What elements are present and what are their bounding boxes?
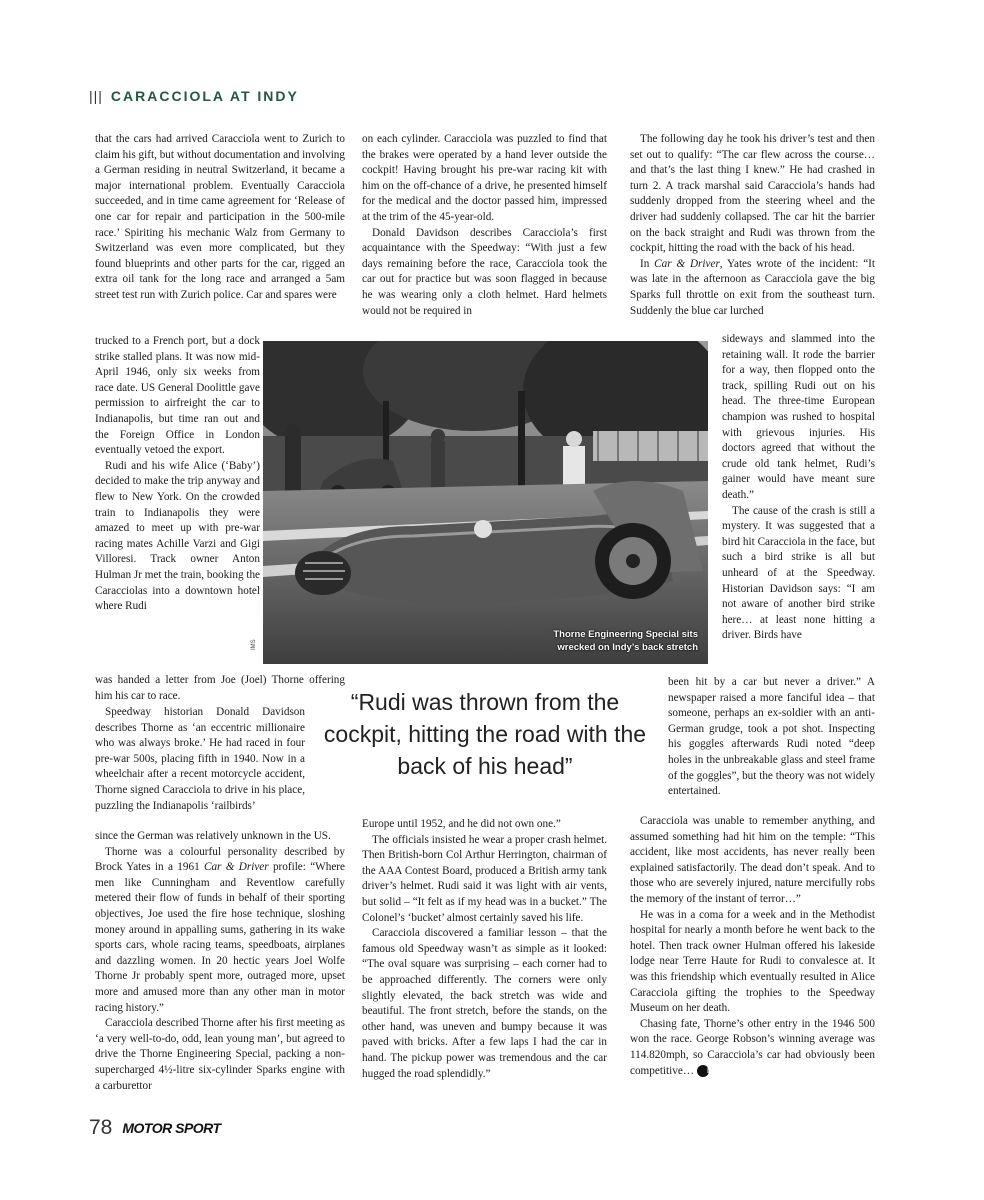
column-3-bottom: [630, 814, 875, 1079]
paragraph: He was in a coma for a week and in the Methodist hospital for nearly a month before he went back to the hotel. Then track owner Hulman offered his lakeside lodge near Terre Haute for Rudi to convalesce at. It was this friendship which eventually resulted in Alice Caracciola gifting the trophies to the Speedway Museum on her death.: [630, 908, 875, 1015]
page-number: 78: [89, 1116, 113, 1139]
caption-line: wrecked on Indy’s back stretch: [557, 642, 698, 653]
photo-illustration: [263, 341, 708, 664]
paragraph: been hit by a car but never a driver.” A newspaper raised a more fanciful idea – that someone, perhaps an ex-soldier with an anti-German grudge, took a pot shot. Inspecting his goggles afterwards Rudi noted “deep holes in the unbreakable glass and steel frame of the goggles”, but the theory was not widely entertained.: [668, 676, 875, 798]
column-3-top: [630, 132, 875, 319]
paragraph: was handed a letter from Joe (Joel) Thorne offering him his car to race.: [95, 674, 345, 702]
page-footer: [89, 1116, 221, 1140]
paragraph: [630, 257, 875, 319]
paragraph: trucked to a French port, but a dock strike stalled plans. It was now mid-April 1946, only six weeks from race date. US General Doolittle gave permission to airfreight the car to Indianapolis, but time ran out and the Foreign Office in London eventually vetoed the export.: [95, 335, 260, 457]
paragraph: Caracciola was unable to remember anything, and assumed something had hit him on the temple: “This accident, like most accidents, has never really been explained satisfactorily. The dead don’t speak. And to those who are severely injured, nature mercifully robs the memory of the instant of terror…”: [630, 815, 875, 905]
paragraph: Caracciola discovered a familiar lesson – that the famous old Speedway wasn’t as simple as it looked: “The oval square was surprising – each corner had to be approached differently. The corners were only slightly elevated, the back stretch was wide and beautiful. The front stretch, before the stands, on the other hand, was uneven and bumpy because it was paved with bricks. After a few laps I had the car in hand. The pickup power was tremendous and the car hugged the road splendidly.”: [362, 927, 607, 1080]
magazine-logo: MOTOR SPORT: [122, 1120, 221, 1136]
paragraph: The officials insisted he wear a proper crash helmet. Then British-born Col Arthur Herrington, chairman of the AAA Contest Board, produced a British army tank driver’s helmet. Rudi said it was light with air vents, but solid – “It felt as if my head was in a bucket.” The Colonel’s ‘bucket’ almost certainly saved his life.: [362, 833, 607, 924]
paragraph: Caracciola described Thorne after his first meeting as ‘a very well-to-do, odd, lean young man’, but agreed to drive the Thorne Engineering Special, packing a non-supercharged 4½-litre six-cylinder Sparks engine with a carburettor: [95, 1017, 345, 1092]
paragraph: [95, 845, 345, 1017]
text-run: Chasing fate, Thorne’s other entry in the 1946 500 won the race. George Robson’s winning average was 114.820mph, so Caracciola’s car had obviously been competitive…: [630, 1017, 875, 1077]
section-header: [89, 88, 299, 104]
header-bars: |||: [89, 88, 103, 104]
column-1-bottom: [95, 829, 345, 1094]
column-1-mid: [95, 673, 345, 704]
end-mark-icon: M: [697, 1065, 709, 1077]
text-run: profile: “Where men like Cunningham and Reventlow carefully metered their flow of funds in behalf of their sporting objectives, Joe used the fire hose technique, sloshing money around in appalling sums, gathering in its wake sports cars, whole racing teams, speedboats, airplanes and dazzling women. In 20 hectic years Joel Wolfe Thorne Jr probably spent more, outraged more, upset more and amused more than any other man in motor racing history.”: [95, 861, 345, 1014]
photo-credit: IMS: [251, 639, 257, 650]
paragraph: The cause of the crash is still a mystery. It was suggested that a bird hit Caracciola in the face, but such a bird strike is all but unheard of at the Speedway. Historian Davidson says: “I am not aware of another bird strike here… at least none hitting a driver. Birds have: [722, 504, 875, 642]
column-2-bottom: [362, 817, 607, 1082]
paragraph: Rudi and his wife Alice (‘Baby’) decided to make the trip anyway and flew to New York. On the crowded train to Indianapolis they were amazed to meet up with pre-war racing mates Achille Varzi and Gigi Villoresi. Track owner Anton Hulman Jr met the train, booking the Caracciolas into a downtown hotel where Rudi: [95, 459, 260, 613]
paragraph: on each cylinder. Caracciola was puzzled to find that the brakes were operated by a hand lever outside the cockpit! Having brought his pre-war racing kit with him on the off-chance of a drive, he presented himself for the medical and the doctor passed him, impressed at the trim of the 45-year-old.: [362, 133, 607, 223]
text-run: In: [640, 257, 655, 270]
column-3-quote-wrap: [668, 675, 875, 800]
paragraph: that the cars had arrived Caracciola went to Zurich to claim his gift, but without documentation and involving a German residing in neutral Switzerland, it became a major international problem. Eventually Caracciola succeeded, and in time came agreement for ‘Release of one car for repair and participation in the 500-mile race.’ Spiriting his mechanic Walz from Germany to Switzerland was even more complicated, but they found blueprints and other parts for the car, rigged an extra oil tank for the long race and arranged a 5am street test run with Zurich police. Car and spares were: [95, 133, 345, 301]
crash-photo: [263, 341, 708, 664]
magazine-title: Car & Driver: [654, 257, 720, 270]
photo-caption: [553, 628, 698, 654]
column-2-top: [362, 132, 607, 319]
paragraph: The following day he took his driver’s test and then set out to qualify: “The car flew across the course… and that’s the last thing I knew.” He had crashed in turn 2. A track marshal said Caracciola’s hands had suddenly dropped from the steering wheel and the driver had suddenly collapsed. The car hit the barrier on the back straight and Rudi was thrown from the cockpit, hitting the road with the back of his head.: [630, 133, 875, 255]
magazine-title: Car & Driver: [204, 861, 269, 874]
column-1-wrap: [95, 334, 260, 615]
paragraph: sideways and slammed into the retaining wall. It rode the barrier for a way, then flopped onto the track, spilling Rudi out on his head. The three-time European champion was rushed to hospital with grievous injuries. His doctors agreed that without the crude old tank helmet, Rudi’s gainer would have meant sure death.”: [722, 333, 875, 501]
paragraph: Donald Davidson describes Caracciola’s first acquaintance with the Speedway: “With just a few days remaining before the race, Caracciola took the car out for practice but was soon flagged in because he was wearing only a cloth helmet. Hard helmets would not be required in: [362, 226, 607, 317]
caption-line: Thorne Engineering Special sits: [553, 629, 698, 640]
text-run: , Yates wrote of the incident: “It was late in the afternoon as Caracciola gave the big Sparks full throttle on exit from the southeast turn. Suddenly the blue car lurched: [630, 257, 875, 317]
text-run: Thorne was a colourful personality described by Brock Yates in a 1961: [95, 845, 345, 874]
section-title: CARACCIOLA AT INDY: [110, 88, 299, 104]
column-3-wrap: [722, 332, 875, 644]
pull-quote: “Rudi was thrown from the cockpit, hitting the road with the back of his head”: [323, 689, 647, 779]
column-1-quote-wrap: [95, 705, 305, 814]
column-1-top: [95, 132, 345, 304]
paragraph: Europe until 1952, and he did not own one.”: [362, 818, 561, 830]
paragraph: [630, 1017, 875, 1079]
paragraph: Speedway historian Donald Davidson describes Thorne as ‘an eccentric millionaire who was always broke.’ He had raced in four pre-war 500s, placing fifth in 1940. Now in a wheelchair after a recent motorcycle accident, Thorne signed Caracciola to drive in his place, puzzling the Indianapolis ‘railbirds’: [95, 706, 305, 812]
paragraph: since the German was relatively unknown in the US.: [95, 830, 331, 842]
